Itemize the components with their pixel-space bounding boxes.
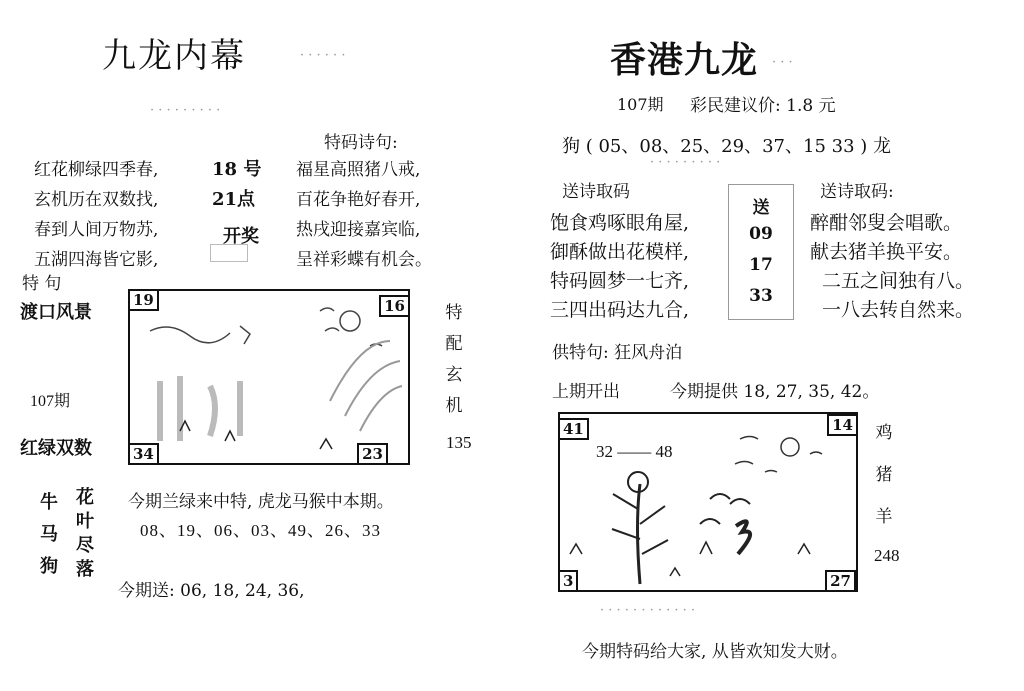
right-sketch-icon — [560, 414, 856, 590]
right-price: 彩民建议价: 1.8 元 — [690, 96, 836, 116]
left-poem-right: 百花争艳好春开, — [296, 190, 421, 210]
left-pic-corner-bl: 34 — [128, 443, 159, 465]
left-animal-b: 花 — [76, 487, 94, 508]
right-song-box-item: 09 — [749, 224, 773, 244]
right-poem-left-line: 三四出码达九合, — [550, 299, 690, 321]
left-line2: 08、19、06、03、49、26、33 — [140, 521, 381, 540]
right-pic-corner-br: 27 — [825, 570, 856, 592]
left-poem-line: 红花柳绿四季春, — [34, 160, 159, 180]
right-side-number: 248 — [874, 546, 900, 565]
left-line3: 今期送: 06, 18, 24, 36, — [118, 581, 305, 601]
left-sketch-icon — [130, 291, 408, 463]
right-period: 107期 — [617, 95, 664, 114]
left-title: 九龙内幕 — [102, 36, 246, 76]
left-blank-box — [210, 244, 248, 262]
left-poem-right: 呈祥彩蝶有机会。 — [296, 250, 432, 270]
left-line1: 今期兰绿来中特, 虎龙马猴中本期。 — [128, 492, 394, 512]
right-poem-left-line: 御酥做出花模样, — [550, 241, 690, 263]
left-poem-line: 春到人间万物苏, — [34, 220, 159, 240]
right-song-box-item: 33 — [749, 286, 773, 306]
right-pic-corner-bl: 3 — [558, 570, 578, 592]
right-shangqi: 上期开出 — [552, 382, 620, 402]
left-animal-b: 落 — [76, 559, 94, 580]
right-faint-line: · · · · · · · · · — [650, 155, 721, 170]
right-poem-right-line: 一八去转自然来。 — [822, 299, 975, 321]
left-kaijiang: 开奖 — [223, 226, 259, 247]
right-footer: 今期特码给大家, 从皆欢知发大财。 — [582, 642, 848, 662]
left-pic-corner-tr: 16 — [379, 295, 410, 317]
left-side-char: 玄 — [445, 365, 463, 385]
right-tigong: 今期提供 18, 27, 35, 42。 — [670, 382, 880, 402]
left-faint-line: · · · · · · · · · — [150, 103, 221, 118]
left-animal-a: 马 — [40, 524, 58, 545]
left-animal-a: 牛 — [40, 492, 58, 513]
right-song-box — [728, 184, 794, 320]
right-side-char: 羊 — [875, 507, 893, 527]
left-poem-line: 玄机历在双数找, — [34, 190, 159, 210]
left-duko: 渡口风景 — [20, 302, 92, 323]
left-poem-right: 福星高照猪八戒, — [296, 160, 421, 180]
right-side-char: 鸡 — [875, 423, 893, 443]
left-animal-a: 狗 — [40, 556, 58, 577]
right-title: 香港九龙 — [610, 39, 759, 81]
right-pic-num-line: 32 —— 48 — [596, 442, 673, 461]
left-poem-right: 热戌迎接嘉宾临, — [296, 220, 421, 240]
right-pic-corner-tl: 41 — [558, 418, 589, 440]
left-picture — [128, 289, 410, 465]
right-pic-corner-tr: 14 — [827, 414, 858, 436]
left-honglv: 红绿双数 — [20, 438, 92, 459]
left-poem-mid: 21点 — [212, 189, 256, 210]
right-poem-right-line: 献去猪羊换平安。 — [810, 241, 963, 263]
right-poem-right-line: 醉酣邻叟会唱歌。 — [810, 212, 963, 234]
right-poem-left-line: 特码圆梦一七齐, — [550, 270, 690, 292]
right-song-box-item: 送 — [752, 198, 770, 218]
left-pic-corner-tl: 19 — [128, 289, 159, 311]
left-side-char: 机 — [445, 396, 463, 416]
right-dog-line: 狗 ( 05、08、25、29、37、15 33 ) 龙 — [562, 136, 891, 157]
right-song-right: 送诗取码: — [820, 182, 894, 202]
left-animal-b: 叶 — [76, 511, 94, 532]
right-side-char: 猪 — [875, 465, 893, 485]
right-picture — [558, 412, 858, 592]
left-period: 107期 — [30, 393, 71, 410]
left-poem-line: 五湖四海皆它影, — [34, 250, 159, 270]
right-poem-right-line: 二五之间独有八。 — [822, 270, 975, 292]
left-poem-mid: 18 号 — [212, 159, 262, 180]
right-gongte: 供特句: 狂风舟泊 — [552, 343, 683, 363]
left-side-char: 配 — [445, 334, 463, 354]
left-pic-corner-br: 23 — [357, 443, 388, 465]
left-faint-caption: · · · · · · — [300, 48, 346, 63]
left-tejuju-label: 特 句 — [22, 274, 62, 294]
left-section-label-right: 特码诗句: — [324, 133, 398, 153]
left-side-number: 135 — [446, 433, 472, 452]
right-song-left: 送诗取码 — [562, 182, 630, 202]
left-side-char: 特 — [445, 303, 463, 323]
left-animal-b: 尽 — [76, 535, 94, 556]
right-poem-left-line: 饱食鸡啄眼角屋, — [550, 212, 690, 234]
right-song-box-item: 17 — [749, 255, 773, 275]
right-faint-caption: · · · — [772, 55, 793, 70]
right-faint-footer-line: · · · · · · · · · · · · — [600, 603, 696, 618]
